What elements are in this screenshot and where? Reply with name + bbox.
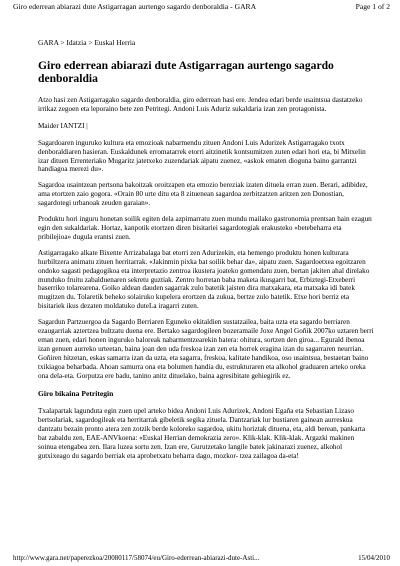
article-lead: Atzo hasi zen Astigarragako sagardo denboraldia, giro ederrean hasi ere. Jendea edari berde usaintsua dastatzeko irrikaz zegoen eta leporaino bete zen Petritegi. Andoni Luis Aduriz sukaldaria izan zen protagonista. xyxy=(38,96,363,113)
print-date: 15/04/2010 xyxy=(358,554,390,562)
article-subheading: Giro bikaina Petritegin xyxy=(38,389,114,399)
article-paragraph-3: Produktu hori inguru honetan soilik egiten dela azpimarratu zuen mundu mailako gastronomia prentsan hain ezagun egin den sukaldariak. Hortaz, kanpotik etortzen diren bisitariei sagardotegiak erakusteko «betebeharra eta pribilejioa» dugula erantsi zuen. xyxy=(38,215,372,241)
document-title: Giro ederrean abiarazi dute Astigarragan aurtengo sagardo denboraldia - GARA xyxy=(13,2,257,11)
article-paragraph-6: Txalapartak lagunduta egin zuen upel arteko bidea Andoni Luis Adurizek, Andoni Egaña eta Sebastian Lizaso bertsolariak, sagardogileak eta herritarrak gibeletik segika zituela. Dantzariak lur bustiaren gainean aurreskua dantzatu bezain pronto atera zen zotzik berde koloreko sagardoa, ukitu horiztak dituena, eta, aldi berean, pankarta bat zabaldu zen, EAE-ANVkoena: «Euskal Herrian demokrazia zero». Klik-klak. Klik-klak. Argazki makinen soinua etengabea zen. Ilara luzea sortu zen. Izan ere, Gurutzetako langile batek jakinarazi zuenez, alkohol gutxixeago du sagardo berriak eta aprobetxatu beharra dago, mozkor- tzea zailagoa da-eta! xyxy=(38,407,366,460)
article-paragraph-5: Sagardun Partzuergoa da Sagardo Berriaren Eguneko ekitaldien sustatzailea, baita uzta eta sagardo berriaren ezaugarriak aztertzea bultzatu duena ere. Bertako sagardogileen bozeramaile Joxe Angel Goñik 2007ko uztaren berri eman zuen, edari honen inguruko baloreak nabarmentzearekin batera: ohitura, sortzen den giroa... Egurald ibenoa izan genuen aurreko urteetan, baina joan den uda freskoa izan zen eta horrek eragina izan du sagarraren neurrian. Goñiren hitzetan, eskas samarra izan da uzta, eta sagarra, freskoa, kalitate handikoa, oso usaintsua, bestaetan baino txikiagoa beharbada. Ahoan samurra ona eta bolumen handia du, estrukturaren eta alkohol graduaren arteko oreka ona dela-eta. Gorputza ere badu, tanino anitz dituelako, baina agresibitate gehiegirik ez. xyxy=(38,318,374,380)
print-header xyxy=(13,2,390,11)
page-indicator: Page 1 of 2 xyxy=(355,2,390,11)
breadcrumb[interactable]: GARA > Idatzia > Euskal Herria xyxy=(38,38,136,47)
page-url[interactable]: http://www.gara.net/paperezkoa/20080117/58074/eu/Giro-ederrean-abiarazi-dute-Asti... xyxy=(13,554,260,562)
article-page xyxy=(38,38,374,468)
article-author: Maider IANTZI | xyxy=(38,121,88,130)
print-footer xyxy=(13,554,390,562)
article-paragraph-1: Sagardoaren inguruko kultura eta emozioak nabarmendu zituen Andoni Luis Adurizek Astigarragako txotx denboraldiaren hasieran. Euskaldunek erromatarrek etorri aitzinetik kontsumitzen zuten edari hori eta, bi Mitxelin izar dituen Errenteriako Mugaritz jatetxeko zuzendariak aipatu zuenez, «askok ematen dioguna baino garrantzi handiagoa merezi du». xyxy=(38,138,366,174)
article-paragraph-2: Sagardoa usaintzean pertsona bakoitzak oroitzapen eta emozio bereziak izaten dituela erran zuen. Berari, adibidez, ama etortzen zaio gogora. «Orain 80 urte ditu eta 8 zituenean sagardoa zerbitzatzen aritzen zen Donostian, sagardotegi urbanoak zeuden garaian». xyxy=(38,181,368,208)
article-paragraph-4: Astigarragako alkate Bixente Arrizabalaga bat etorri zen Adurizekin, eta hemengo produktu honen kulturara hurbiltzera animatu zituen herritarrak. «Jakinmin pixka bat soilik behar da», aipatu zuen. Sagardoetxea egoitzaren ondoko sagasti pedagogikoa eta interpretazio zentroa ikustera joateko gomendatu zuen, bertan jakiten ahal direlako munduko fruitu zabalduenaren sekretu guztiak. Zentro horretan baba maketa ikusgarri bat, Erbiztegi-Etxeberri baserriko tolarearena. Goiko aldean dauden sagarrak zulo batetik jaisten dira matxakara, eta matxaka idi batek mugitzen du. Tolaretik beheko solairuko kupelera erortzen da zukua, bertze zulo batetik. Etxe hori berriz eta bisitariek ikus dezaten moldatuko duteLa iragarri zuten. xyxy=(38,248,370,311)
article-title: Giro ederrean abiarazi dute Astigarragan aurtengo sagardo denboraldia xyxy=(38,59,334,85)
